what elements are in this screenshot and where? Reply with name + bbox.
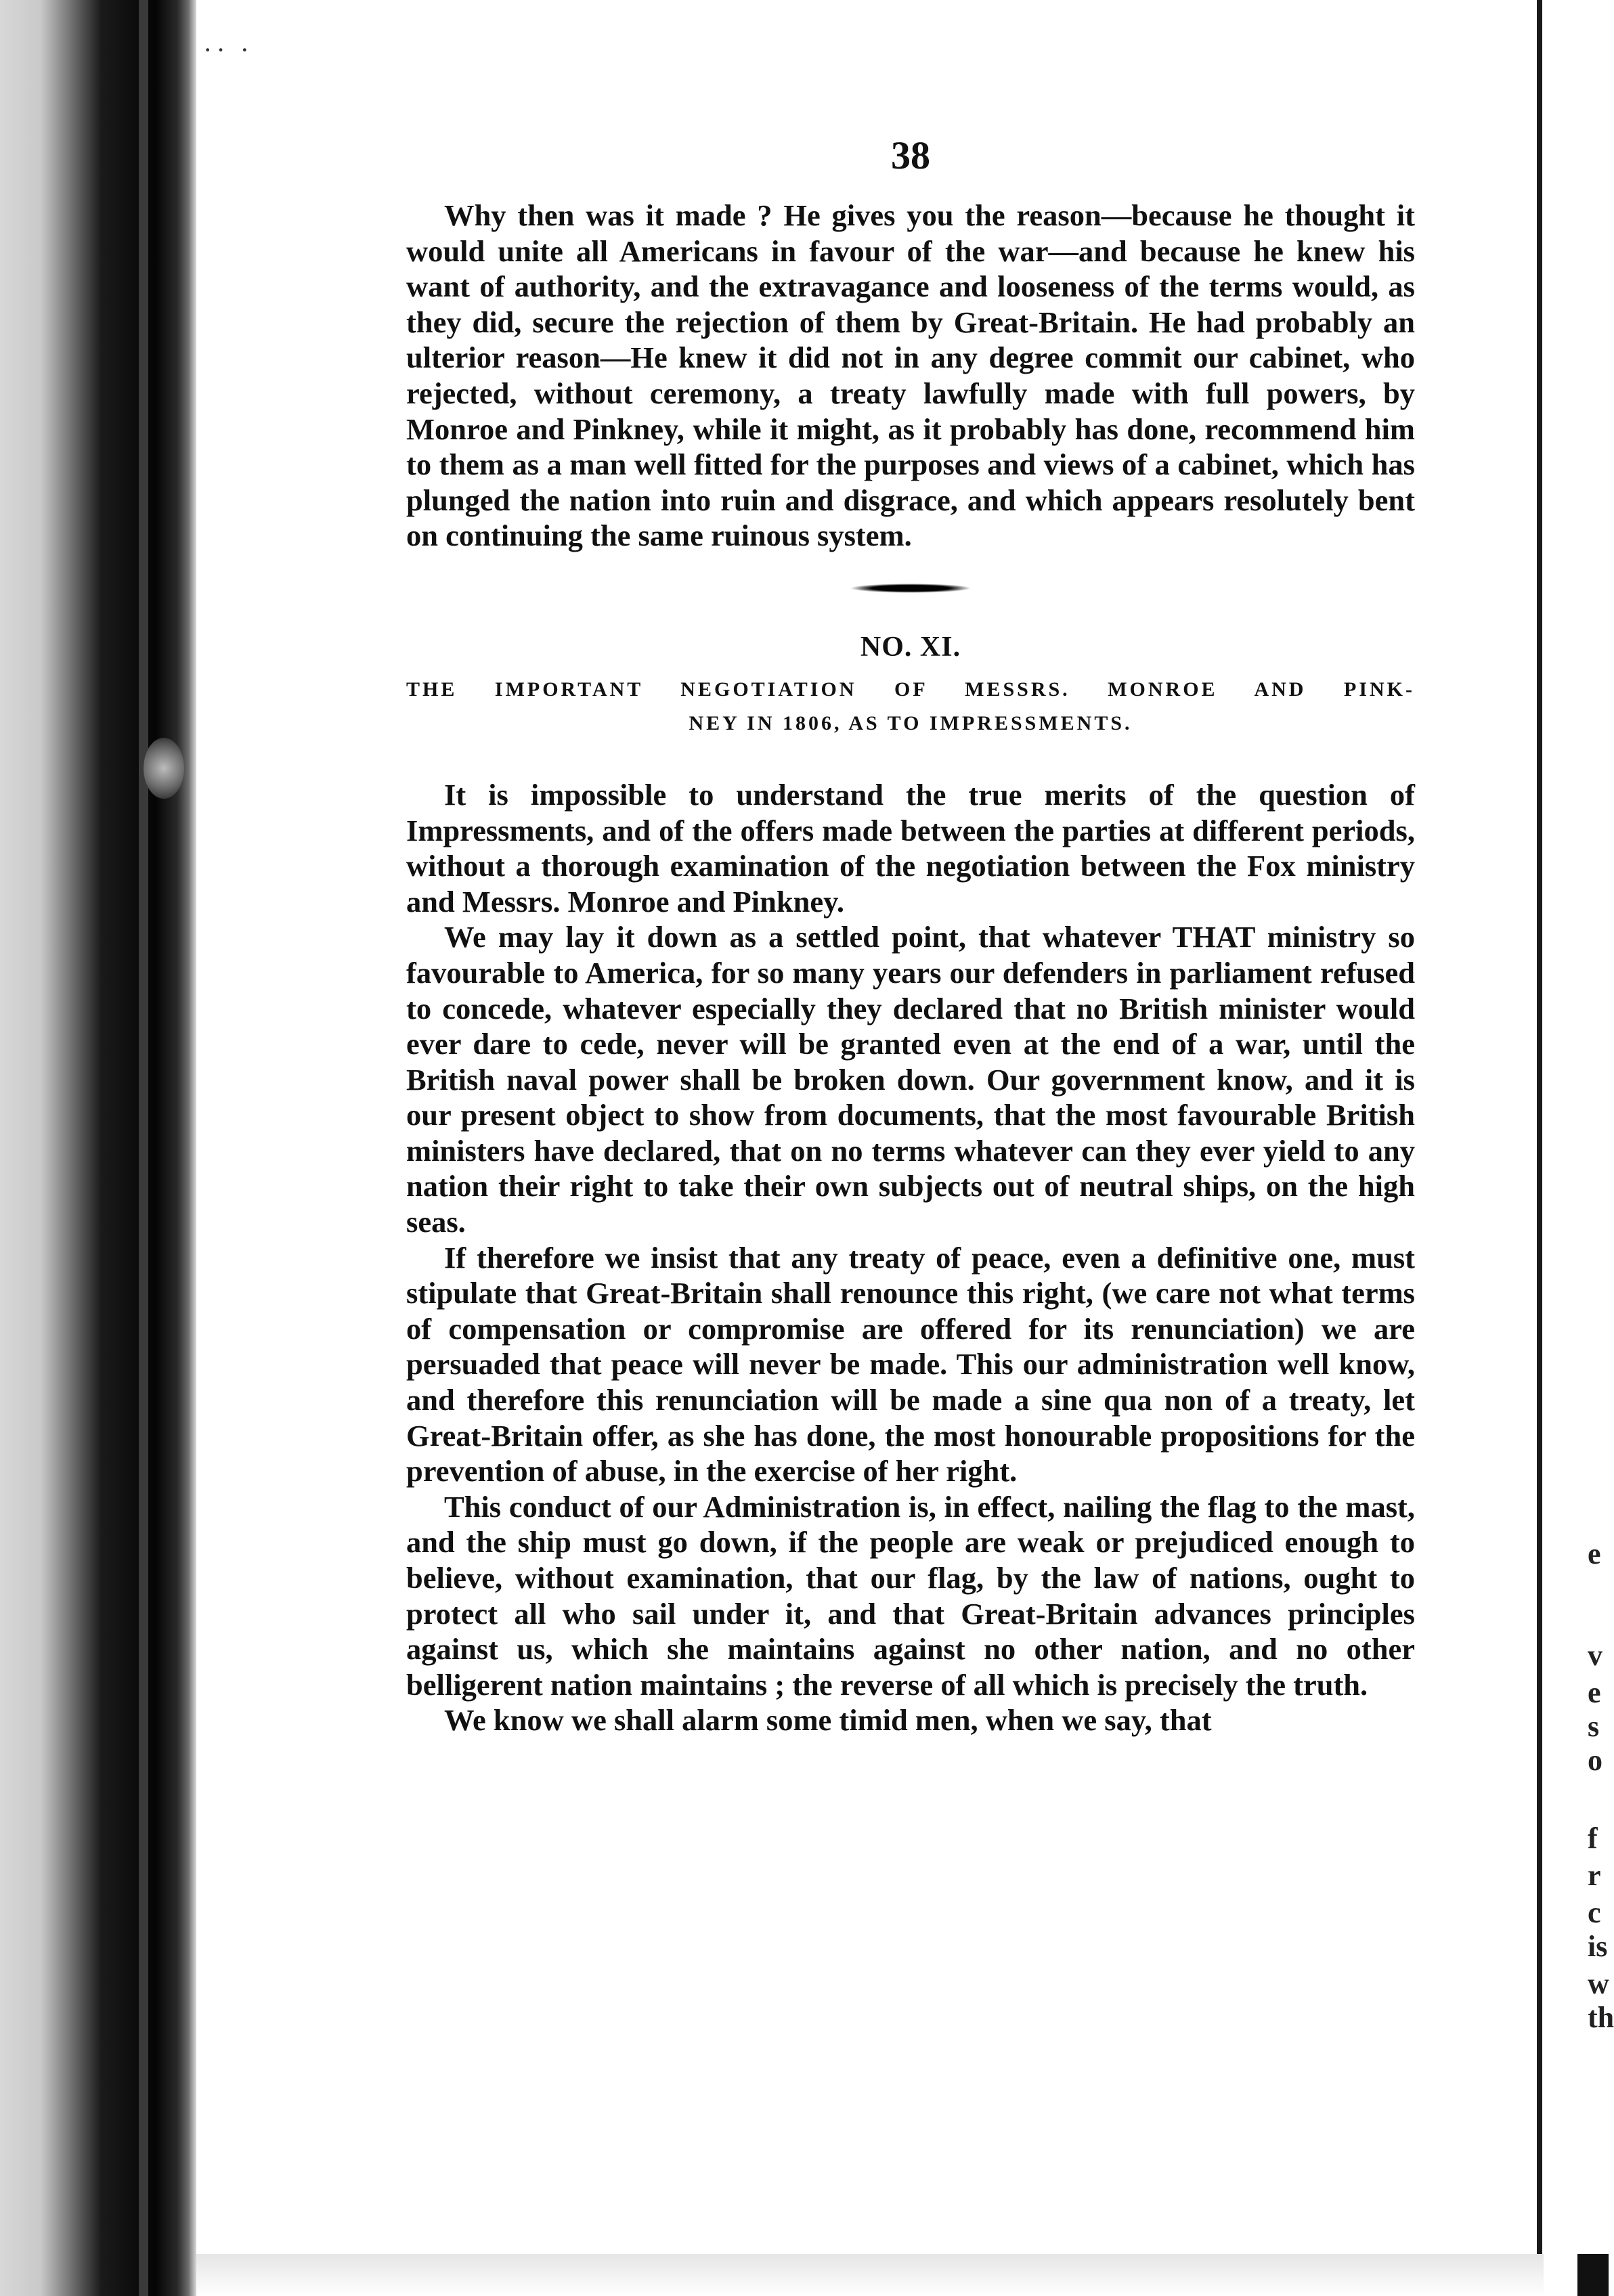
next-page-fragment: w <box>1588 1967 1609 2000</box>
section-title-line-2: NEY IN 1806, AS TO IMPRESSMENTS. <box>689 711 1133 734</box>
page-text-column <box>406 129 1415 1738</box>
spine-edge <box>139 0 148 2296</box>
next-page-fragment: th <box>1588 2001 1614 2034</box>
body-paragraph: We know we shall alarm some timid men, when we say, that <box>444 1703 1212 1738</box>
body-paragraph: It is impossible to understand the true merits of the question of Impressments, and of the offers made between the parties at different periods, without a thorough examination of the negotiation between the Fox ministry and Messrs. Monroe and Pinkney. <box>406 777 1415 919</box>
book-spine <box>0 0 196 2296</box>
next-page-fragment: f <box>1588 1822 1598 1855</box>
section-title-line-1: THE IMPORTANT NEGOTIATION OF MESSRS. MONROE AND PINK- <box>406 678 1415 701</box>
binding-hole <box>144 738 184 799</box>
next-page-fragment: v <box>1588 1639 1602 1672</box>
body-paragraph: We may lay it down as a settled point, that whatever THAT ministry so favourable to America, for so many years our defenders in parliament refused to concede, whatever especially they declared that no British minister would ever dare to cede, never will be granted even at the end of a war, until the British naval power shall be broken down. Our government know, and it is our present object to show from documents, that the most favourable British ministers have declared, that on no terms whatever can they ever yield to any nation their right to take their own subjects out of neutral ships, on the high seas. <box>406 920 1415 1239</box>
body-paragraph: This conduct of our Administration is, in effect, nailing the flag to the mast, and the ship must go down, if the people are weak or prejudiced enough to believe, without examination, that our flag, by the law of nations, ought to protect all who sail under it, and that Great-Britain advances principles against us, which she maintains against no other nation, and no other belligerent nation maintains ; the reverse of all which is precisely the truth. <box>406 1489 1415 1702</box>
section-title <box>406 673 1415 741</box>
next-page-fragment: c <box>1588 1896 1601 1929</box>
body-paragraph: If therefore we insist that any treaty of peace, even a definitive one, must stipulate that Great-Britain shall renounce this right, (we care not what terms of compensation or compromise are offered for its renunciation) we are persuaded that peace will never be made. This our administration well know, and therefore this renunciation will be made a sine qua non of a treaty, let Great-Britain offer, as she has done, the most honourable propositions for the prevention of abuse, in the exercise of her right. <box>406 1240 1415 1488</box>
section-divider <box>850 583 972 593</box>
section-number: NO. XI. <box>860 631 961 663</box>
section-one-paragraph: Why then was it made ? He gives you the reason—because he thought it would unite all Americans in favour of the war—and because he knew his want of authority, and the extravagance and looseness of the terms would, as they did, secure the rejection of them by Great-Britain. He had probably an ulterior reason—He knew it did not in any degree commit our cabinet, who rejected, without ceremony, a treaty lawfully made with full powers, by Monroe and Pinkney, while it might, as it probably has done, recommend him to them as a man well fitted for the purposes and views of a cabinet, which has plunged the nation into ruin and disgrace, and which appears resolutely bent on continuing the same ruinous system. <box>406 198 1415 553</box>
margin-specks: ·· · <box>203 35 253 65</box>
page-number: 38 <box>891 133 930 177</box>
next-page-fragment: s <box>1588 1710 1600 1743</box>
next-page-fragment: r <box>1588 1859 1601 1892</box>
next-page-fragment: is <box>1588 1930 1608 1963</box>
next-page-fragment: e <box>1588 1537 1601 1570</box>
section-two-body <box>406 777 1415 1738</box>
corner-blot <box>1577 2254 1609 2296</box>
next-page-fragment: e <box>1588 1676 1601 1709</box>
page-bottom-edge <box>196 2254 1544 2296</box>
next-page-fragment: o <box>1588 1744 1602 1777</box>
